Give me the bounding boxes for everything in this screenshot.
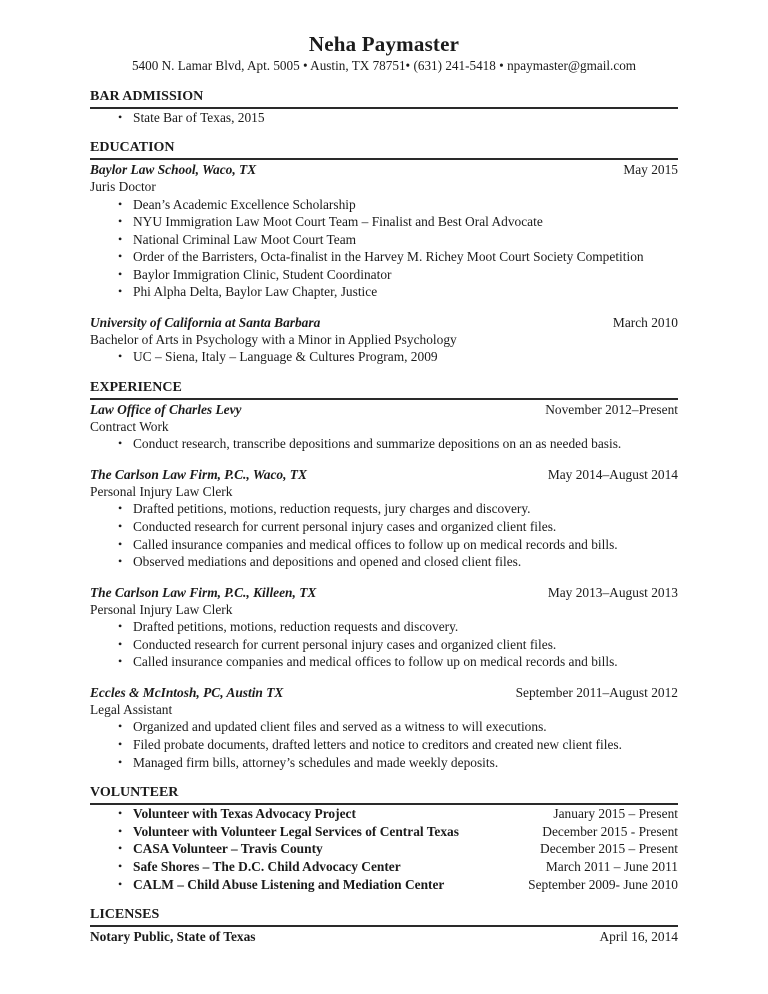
volunteer-label: • CASA Volunteer – Travis County [133, 841, 323, 857]
section-heading-education: EDUCATION [90, 140, 678, 160]
entry-subtitle: Personal Injury Law Clerk [90, 602, 233, 618]
bullet-item: • NYU Immigration Law Moot Court Team – Finalist and Best Oral Advocate [118, 213, 678, 231]
entry-title: Eccles & McIntosh, PC, Austin TX [90, 685, 284, 701]
volunteer-date: September 2009- June 2010 [528, 876, 678, 892]
bullet-item: • Managed firm bills, attorney’s schedules and made weekly deposits. [118, 754, 678, 772]
section-heading-bar-admission: BAR ADMISSION [90, 89, 678, 109]
person-name: Neha Paymaster [308, 32, 460, 56]
bullet-item: • State Bar of Texas, 2015 [118, 109, 678, 127]
contact-line: 5400 N. Lamar Blvd, Apt. 5005 • Austin, TX 78751• (631) 241-5418 • npaymaster@gmail.com [131, 58, 637, 73]
entry-subtitle: Bachelor of Arts in Psychology with a Minor in Applied Psychology [90, 332, 457, 348]
entry-date: September 2011–August 2012 [515, 685, 678, 701]
experience-entry [90, 466, 678, 571]
entry-title: The Carlson Law Firm, P.C., Waco, TX [90, 467, 307, 483]
section-heading-experience: EXPERIENCE [90, 380, 678, 400]
bullet-item: • Order of the Barristers, Octa-finalist in the Harvey M. Richey Moot Court Society Competition [118, 248, 678, 266]
entry-header-row [90, 314, 678, 331]
volunteer-item [118, 858, 678, 876]
entry-subtitle: Juris Doctor [90, 179, 156, 195]
bar-admission-list [90, 109, 678, 127]
bullet-item: • UC – Siena, Italy – Language & Cultures Program, 2009 [118, 348, 678, 366]
entry-date: November 2012–Present [545, 402, 678, 418]
license-date: April 16, 2014 [599, 929, 678, 945]
entry-header-row [90, 466, 678, 483]
volunteer-list [90, 805, 678, 893]
volunteer-item [118, 876, 678, 894]
bullet-item: • Called insurance companies and medical offices to follow up on medical records and bills. [118, 653, 678, 671]
entry-subtitle: Legal Assistant [90, 702, 173, 718]
entry-header-row [90, 584, 678, 601]
bullet-item: • Called insurance companies and medical offices to follow up on medical records and bills. [118, 536, 678, 554]
volunteer-item [118, 823, 678, 841]
entry-title: Law Office of Charles Levy [90, 402, 242, 418]
volunteer-item [118, 805, 678, 823]
entry-title: The Carlson Law Firm, P.C., Killeen, TX [90, 584, 317, 600]
entry-bullet-list [90, 618, 678, 671]
entry-title: Baylor Law School, Waco, TX [90, 162, 257, 178]
bullet-item: • National Criminal Law Moot Court Team [118, 231, 678, 249]
section-volunteer [90, 785, 678, 893]
volunteer-label: • Safe Shores – The D.C. Child Advocacy Center [133, 859, 401, 874]
experience-entry [90, 684, 678, 771]
entry-date: May 2014–August 2014 [547, 467, 678, 483]
bullet-item: • Phi Alpha Delta, Baylor Law Chapter, Justice [118, 283, 678, 301]
entry-subtitle: Contract Work [90, 419, 169, 435]
entry-bullet-list [90, 500, 678, 570]
bullet-item: • Dean’s Academic Excellence Scholarship [118, 196, 678, 214]
entry-bullet-list [90, 196, 678, 302]
license-entry [90, 928, 678, 945]
bullet-item: • Organized and updated client files and served as a witness to will executions. [118, 718, 678, 736]
bullet-item: • Observed mediations and depositions and opened and closed client files. [118, 553, 678, 571]
entry-header-row [90, 684, 678, 701]
bullet-item: • Conducted research for current personal injury cases and organized client files. [118, 518, 678, 536]
bullet-item: • Filed probate documents, drafted letters and notice to creditors and created new client files. [118, 736, 678, 754]
section-experience [90, 380, 678, 771]
bullet-item: • Drafted petitions, motions, reduction requests and discovery. [118, 618, 678, 636]
entry-date: May 2013–August 2013 [547, 584, 678, 600]
entry-date: May 2015 [623, 162, 678, 178]
section-licenses [90, 907, 678, 945]
bullet-item: • Conducted research for current personal injury cases and organized client files. [118, 636, 678, 654]
license-label: Notary Public, State of Texas [90, 929, 256, 945]
volunteer-label: • Volunteer with Texas Advocacy Project [133, 806, 356, 822]
entry-header-row [90, 161, 678, 178]
volunteer-date: March 2011 – June 2011 [545, 859, 678, 874]
volunteer-label: • Volunteer with Volunteer Legal Services of Central Texas [133, 823, 459, 839]
section-heading-licenses: LICENSES [90, 907, 678, 927]
education-entry [90, 314, 678, 366]
volunteer-date: December 2015 - Present [542, 823, 678, 839]
entry-bullet-list [90, 435, 678, 453]
bullet-item: • Conduct research, transcribe depositions and summarize depositions on an as needed basis. [118, 435, 678, 453]
entry-title: University of California at Santa Barbara [90, 315, 321, 331]
bullet-item: • Baylor Immigration Clinic, Student Coordinator [118, 266, 678, 284]
section-heading-volunteer: VOLUNTEER [90, 785, 678, 805]
entry-bullet-list [90, 348, 678, 366]
section-bar-admission [90, 89, 678, 127]
entry-subtitle: Personal Injury Law Clerk [90, 484, 233, 500]
volunteer-item [118, 840, 678, 858]
entry-bullet-list [90, 718, 678, 771]
volunteer-date: December 2015 – Present [540, 841, 678, 857]
education-entry [90, 161, 678, 301]
experience-entry [90, 401, 678, 453]
volunteer-label: • CALM – Child Abuse Listening and Mediation Center [133, 876, 445, 892]
entry-date: March 2010 [612, 315, 678, 331]
volunteer-date: January 2015 – Present [553, 806, 678, 822]
entry-header-row [90, 401, 678, 418]
bullet-item: • Drafted petitions, motions, reduction requests, jury charges and discovery. [118, 500, 678, 518]
section-education [90, 140, 678, 366]
experience-entry [90, 584, 678, 671]
